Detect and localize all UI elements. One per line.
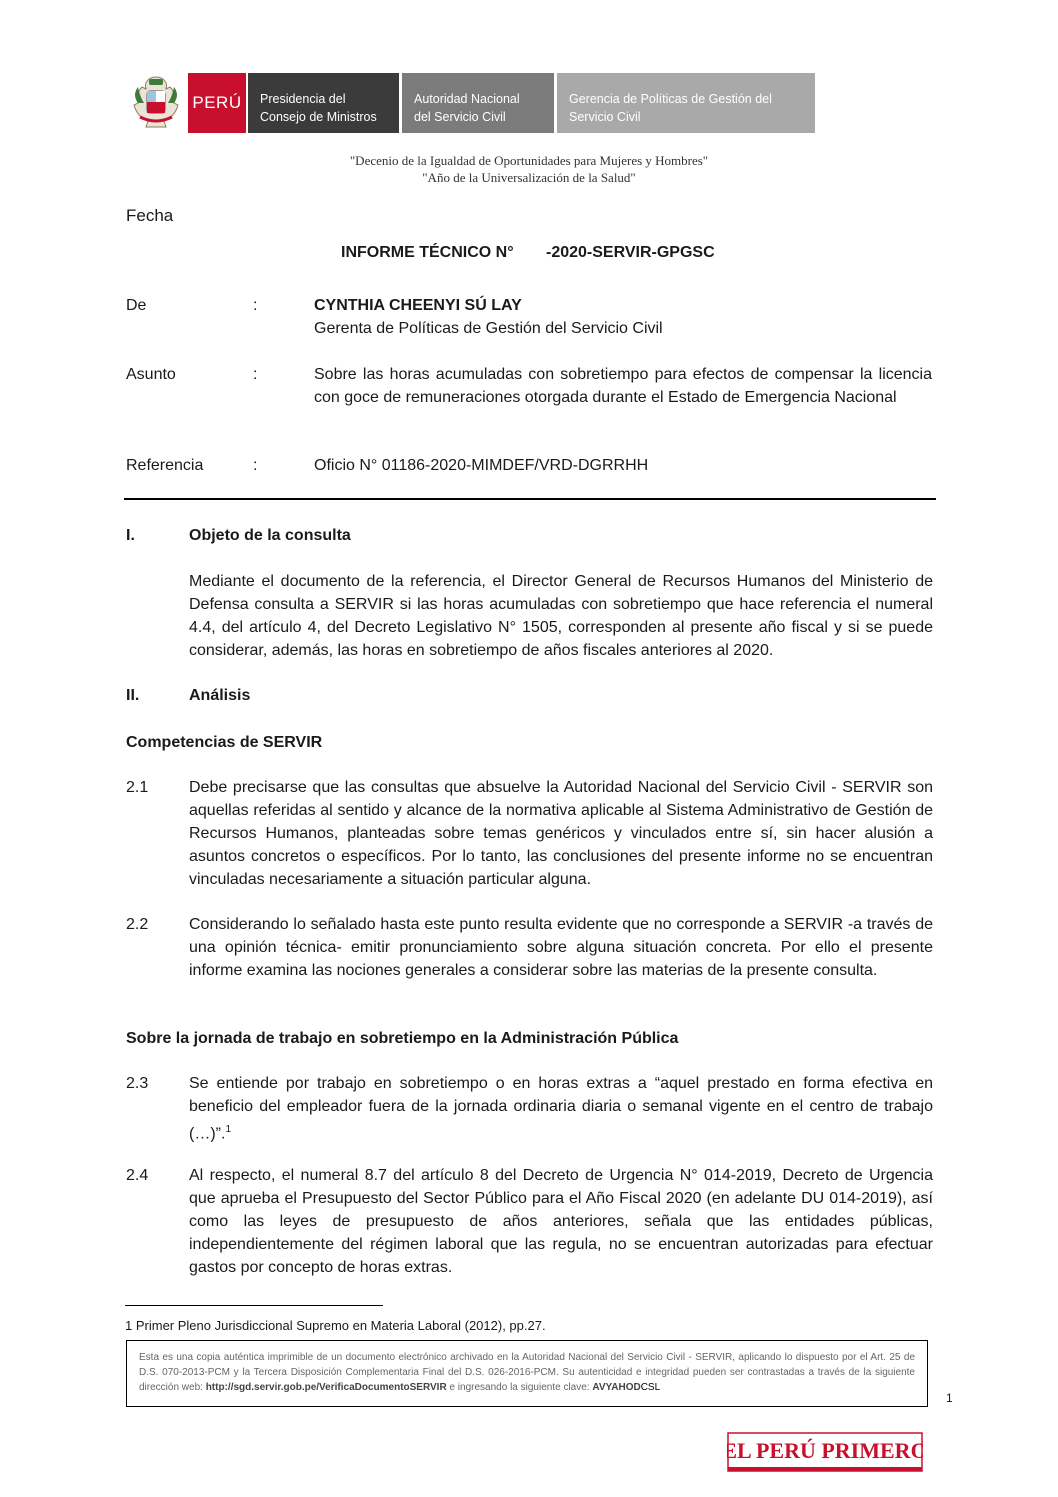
section1-body: Mediante el documento de la referencia, el Director General de Recursos Humanos del Ministerio de Defensa consulta a SERVIR si las horas acumuladas con sobretiempo que hace referencia el numeral 4.4, del artículo 4, del Decreto Legislativo N° 1505, corresponden al presente año fiscal y si se puede considerar, además, las horas en sobretiempo de años fiscales anteriores al 2020. (189, 573, 933, 659)
el-peru-primero-logo (727, 1432, 923, 1472)
de-colon: : (253, 297, 258, 314)
asunto-colon: : (253, 366, 258, 383)
para-2-4-number: 2.4 (126, 1167, 149, 1184)
section1-number: I. (126, 527, 135, 544)
para-2-4: Al respecto, el numeral 8.7 del artículo 8 del Decreto de Urgencia N° 014-2019, Decreto de Urgencia que aprueba el Presupuesto del Sector Público para el Año Fiscal 2020 (en adelante DU 014-2019), así como las leyes de presupuesto de años anteriores, señala que las entidades públicas, independientemente del régimen laboral que las regula, no se encuentran autorizadas para efectuar gastos por concepto de horas extras. (189, 1167, 933, 1276)
slogan-text: EL PERÚ PRIMERO (727, 1438, 923, 1463)
para-2-2-number: 2.2 (126, 916, 149, 933)
verification-key: AVYAHOD (592, 1382, 641, 1393)
referencia-colon: : (253, 457, 258, 474)
referencia-text: Oficio N° 01186-2020-MIMDEF/VRD-DGRRHH (314, 457, 649, 474)
referencia-label: Referencia (126, 457, 204, 474)
decenio-motto: "Decenio de la Igualdad de Oportunidades para Mujeres y Hombres" (349, 153, 709, 168)
header-box-servir (402, 73, 554, 133)
footnote-number: 1 (125, 1318, 133, 1333)
doc-title-prefix: INFORME TÉCNICO N° (341, 244, 514, 261)
header-box-gerencia (557, 73, 815, 133)
para-2-1: Debe precisarse que las consultas que absuelve la Autoridad Nacional del Servicio Civil - SERVIR son aquellas referidas al sentido y alcance de la normativa aplicable al Sistema Administrativo de Gestión de Recursos Humanos, planteadas sobre temas genéricos y vinculados entre sí, sin hacer alusión a asuntos concretos o específicos. Por lo tanto, las conclusiones del presente informe no se encuentran vinculadas necesariamente a situación particular alguna. (189, 779, 933, 888)
year-motto: "Año de la Universalización de la Salud" (422, 170, 636, 185)
authenticity-notice (126, 1340, 928, 1407)
para-2-3-number: 2.3 (126, 1075, 149, 1092)
header-box-pcm-line2: Consejo de Ministros (260, 110, 377, 124)
section2-number: II. (126, 687, 140, 704)
peru-coat-of-arms-icon (130, 73, 182, 133)
header-box-gerencia-line1: Gerencia de Políticas de Gestión del (569, 92, 772, 106)
header-box-servir-line1: Autoridad Nacional (414, 92, 520, 106)
de-label: De (126, 297, 147, 314)
para-2-3-text: Se entiende por trabajo en sobretiempo o en horas extras a “aquel prestado en forma efectiva en beneficio del empleador fuera de la jornada ordinaria diaria o semanal vigente en el centro de trabajo (…)”. (189, 1075, 933, 1143)
subsection-jornada: Sobre la jornada de trabajo en sobretiempo en la Administración Pública (126, 1030, 679, 1047)
footnote-text: Primer Pleno Jurisdiccional Supremo en Materia Laboral (2012), pp.27. (135, 1318, 546, 1333)
footnote-divider (125, 1305, 383, 1306)
de-role: Gerenta de Políticas de Gestión del Servicio Civil (314, 320, 663, 337)
header-box-pcm-line1: Presidencia del (260, 92, 346, 106)
header-box-servir-line2: del Servicio Civil (414, 110, 506, 124)
asunto-label: Asunto (126, 366, 176, 383)
header-box-pcm (248, 73, 399, 133)
footnote (125, 1318, 546, 1333)
doc-title-suffix: -2020-SERVIR-GPGSC (546, 244, 715, 261)
section2-title: Análisis (189, 687, 251, 704)
authenticity-text: Esta es una copia auténtica imprimible de un documento electrónico archivado en la Autoridad Nacional del Servicio Civil - SERVIR, aplicando lo dispuesto por el Art. 25 de D.S. 070-2013-PCM y la Tercera Disposición Complementaria Final del D.S. 026-2016-PCM. Su autenticidad e integridad pueden ser contrastadas a través de la siguiente dirección web: (139, 1352, 915, 1393)
header-divider (124, 498, 936, 500)
page-number: 1 (946, 1391, 953, 1405)
header-box-gerencia-line2: Servicio Civil (569, 110, 641, 124)
authenticity-text-2: e ingresando la siguiente clave: (449, 1382, 590, 1393)
verification-url[interactable]: http://sgd.servir.gob.pe/VerificaDocumentoSERVIR (205, 1382, 447, 1393)
subsection-competencias: Competencias de SERVIR (126, 734, 323, 751)
footnote-ref: 1 (225, 1124, 231, 1135)
section1-title: Objeto de la consulta (189, 527, 351, 544)
para-2-2: Considerando lo señalado hasta este punto resulta evidente que no corresponde a SERVIR -a través de una opinión técnica- emitir pronunciamiento sobre alguna situación concreta. Por ello el presente informe examina las nociones generales a considerar sobre las materias de la presente consulta. (189, 916, 933, 979)
peru-logo: PERÚ (188, 73, 246, 133)
para-2-3 (189, 1072, 933, 1145)
verification-key-tail: CSL (640, 1382, 661, 1393)
de-name: CYNTHIA CHEENYI SÚ LAY (314, 297, 522, 314)
asunto-text: Sobre las horas acumuladas con sobretiempo para efectos de compensar la licencia con goce de remuneraciones otorgada durante el Estado de Emergencia Nacional (314, 366, 932, 406)
fecha-label: Fecha (126, 206, 174, 225)
para-2-1-number: 2.1 (126, 779, 149, 796)
